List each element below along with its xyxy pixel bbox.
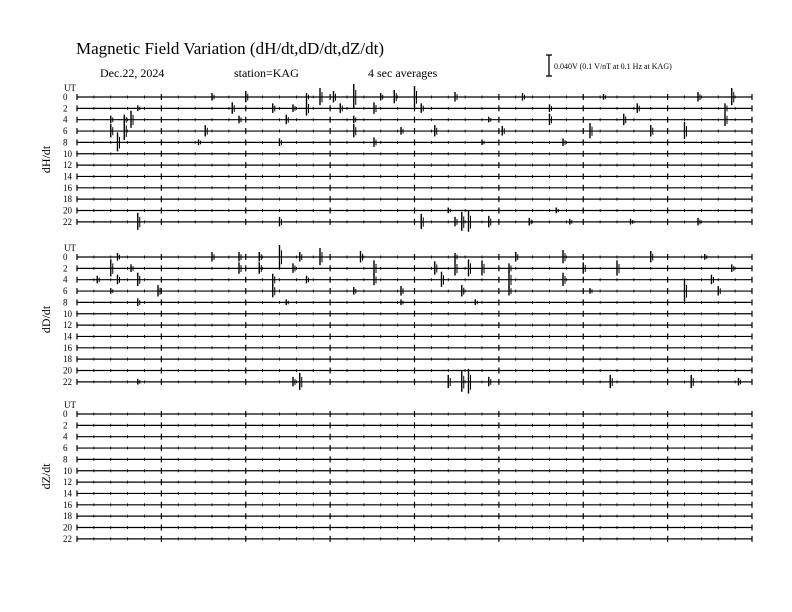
hour-tick-label: 8 bbox=[63, 454, 68, 465]
hour-tick-label: 12 bbox=[63, 320, 72, 331]
trace-row bbox=[63, 534, 752, 544]
hour-tick-label: 2 bbox=[63, 263, 68, 274]
hour-tick-label: 10 bbox=[63, 148, 72, 159]
hour-tick-label: 4 bbox=[63, 431, 68, 442]
hour-tick-label: 0 bbox=[63, 92, 68, 102]
trace-row bbox=[63, 183, 752, 193]
hour-tick-label: 0 bbox=[63, 252, 68, 262]
trace-row bbox=[63, 206, 752, 216]
trace-row bbox=[63, 320, 752, 330]
panel-dh-dt bbox=[39, 83, 752, 232]
trace-row bbox=[63, 454, 752, 464]
trace-row bbox=[63, 443, 752, 453]
panel-dd-dt bbox=[39, 243, 752, 394]
ut-axis-label: UT bbox=[64, 243, 76, 253]
ut-axis-label: UT bbox=[64, 400, 76, 410]
panel-ylabel: dD/dt bbox=[39, 305, 53, 334]
trace-row bbox=[63, 432, 752, 442]
trace-row bbox=[63, 523, 752, 533]
hour-tick-label: 14 bbox=[63, 171, 72, 182]
trace-row bbox=[63, 500, 752, 510]
trace-row bbox=[63, 511, 752, 521]
date-label: Dec.22, 2024 bbox=[100, 66, 165, 80]
hour-tick-label: 20 bbox=[63, 205, 72, 216]
trace-row bbox=[63, 309, 752, 319]
panel-dz-dt bbox=[39, 400, 752, 544]
trace-row bbox=[63, 100, 752, 115]
trace-spike bbox=[469, 369, 471, 394]
hour-tick-label: 16 bbox=[63, 342, 72, 353]
hour-tick-label: 2 bbox=[63, 103, 68, 114]
trace-row bbox=[63, 211, 752, 232]
hour-tick-label: 6 bbox=[63, 286, 68, 297]
hour-tick-label: 22 bbox=[63, 216, 72, 227]
scale-bar bbox=[546, 55, 552, 76]
hour-tick-label: 4 bbox=[63, 114, 68, 125]
hour-tick-label: 16 bbox=[63, 499, 72, 510]
trace-row bbox=[63, 366, 752, 376]
hour-tick-label: 14 bbox=[63, 331, 72, 342]
trace-row bbox=[63, 132, 752, 151]
hour-tick-label: 20 bbox=[63, 522, 72, 533]
trace-row bbox=[63, 194, 752, 204]
hour-tick-label: 0 bbox=[63, 409, 68, 419]
trace-row bbox=[63, 420, 752, 430]
trace-row bbox=[63, 409, 752, 419]
hour-tick-label: 18 bbox=[63, 194, 72, 205]
hour-tick-label: 14 bbox=[63, 488, 72, 499]
trace-row bbox=[63, 259, 752, 276]
hour-tick-label: 16 bbox=[63, 182, 72, 193]
hour-tick-label: 20 bbox=[63, 365, 72, 376]
trace-row bbox=[63, 488, 752, 498]
hour-tick-label: 2 bbox=[63, 420, 68, 431]
hour-tick-label: 4 bbox=[63, 274, 68, 285]
trace-row bbox=[63, 331, 752, 341]
trace-row bbox=[63, 297, 752, 307]
scale-label: 0.040V (0.1 V/nT at 0.1 Hz at KAG) bbox=[554, 62, 672, 71]
hour-tick-label: 12 bbox=[63, 160, 72, 171]
trace-row bbox=[63, 369, 752, 394]
averaging-label: 4 sec averages bbox=[368, 66, 438, 80]
station-label: station=KAG bbox=[234, 66, 299, 80]
hour-tick-label: 10 bbox=[63, 465, 72, 476]
hour-tick-label: 8 bbox=[63, 297, 68, 308]
trace-row bbox=[63, 111, 752, 128]
hour-tick-label: 18 bbox=[63, 511, 72, 522]
trace-row bbox=[63, 477, 752, 487]
trace-row bbox=[63, 466, 752, 476]
trace-row bbox=[63, 271, 752, 288]
trace-row bbox=[63, 343, 752, 353]
panel-ylabel: dZ/dt bbox=[39, 463, 53, 490]
trace-row bbox=[63, 121, 752, 140]
trace-row bbox=[63, 160, 752, 170]
trace-row bbox=[63, 171, 752, 181]
hour-tick-label: 22 bbox=[63, 376, 72, 387]
hour-tick-label: 18 bbox=[63, 354, 72, 365]
hour-tick-label: 6 bbox=[63, 126, 68, 137]
panel-ylabel: dH/dt bbox=[39, 145, 53, 174]
panels bbox=[39, 83, 752, 544]
hour-tick-label: 22 bbox=[63, 533, 72, 544]
trace-row bbox=[63, 149, 752, 159]
chart-title: Magnetic Field Variation (dH/dt,dD/dt,dZ/dt) bbox=[76, 39, 385, 58]
hour-tick-label: 6 bbox=[63, 443, 68, 454]
hour-tick-label: 12 bbox=[63, 477, 72, 488]
hour-tick-label: 8 bbox=[63, 137, 68, 148]
hour-tick-label: 10 bbox=[63, 308, 72, 319]
ut-axis-label: UT bbox=[64, 83, 76, 93]
trace-row bbox=[63, 84, 752, 109]
trace-row bbox=[63, 354, 752, 364]
trace-spike bbox=[354, 84, 356, 109]
trace-row bbox=[63, 245, 752, 268]
trace-row bbox=[63, 280, 752, 301]
